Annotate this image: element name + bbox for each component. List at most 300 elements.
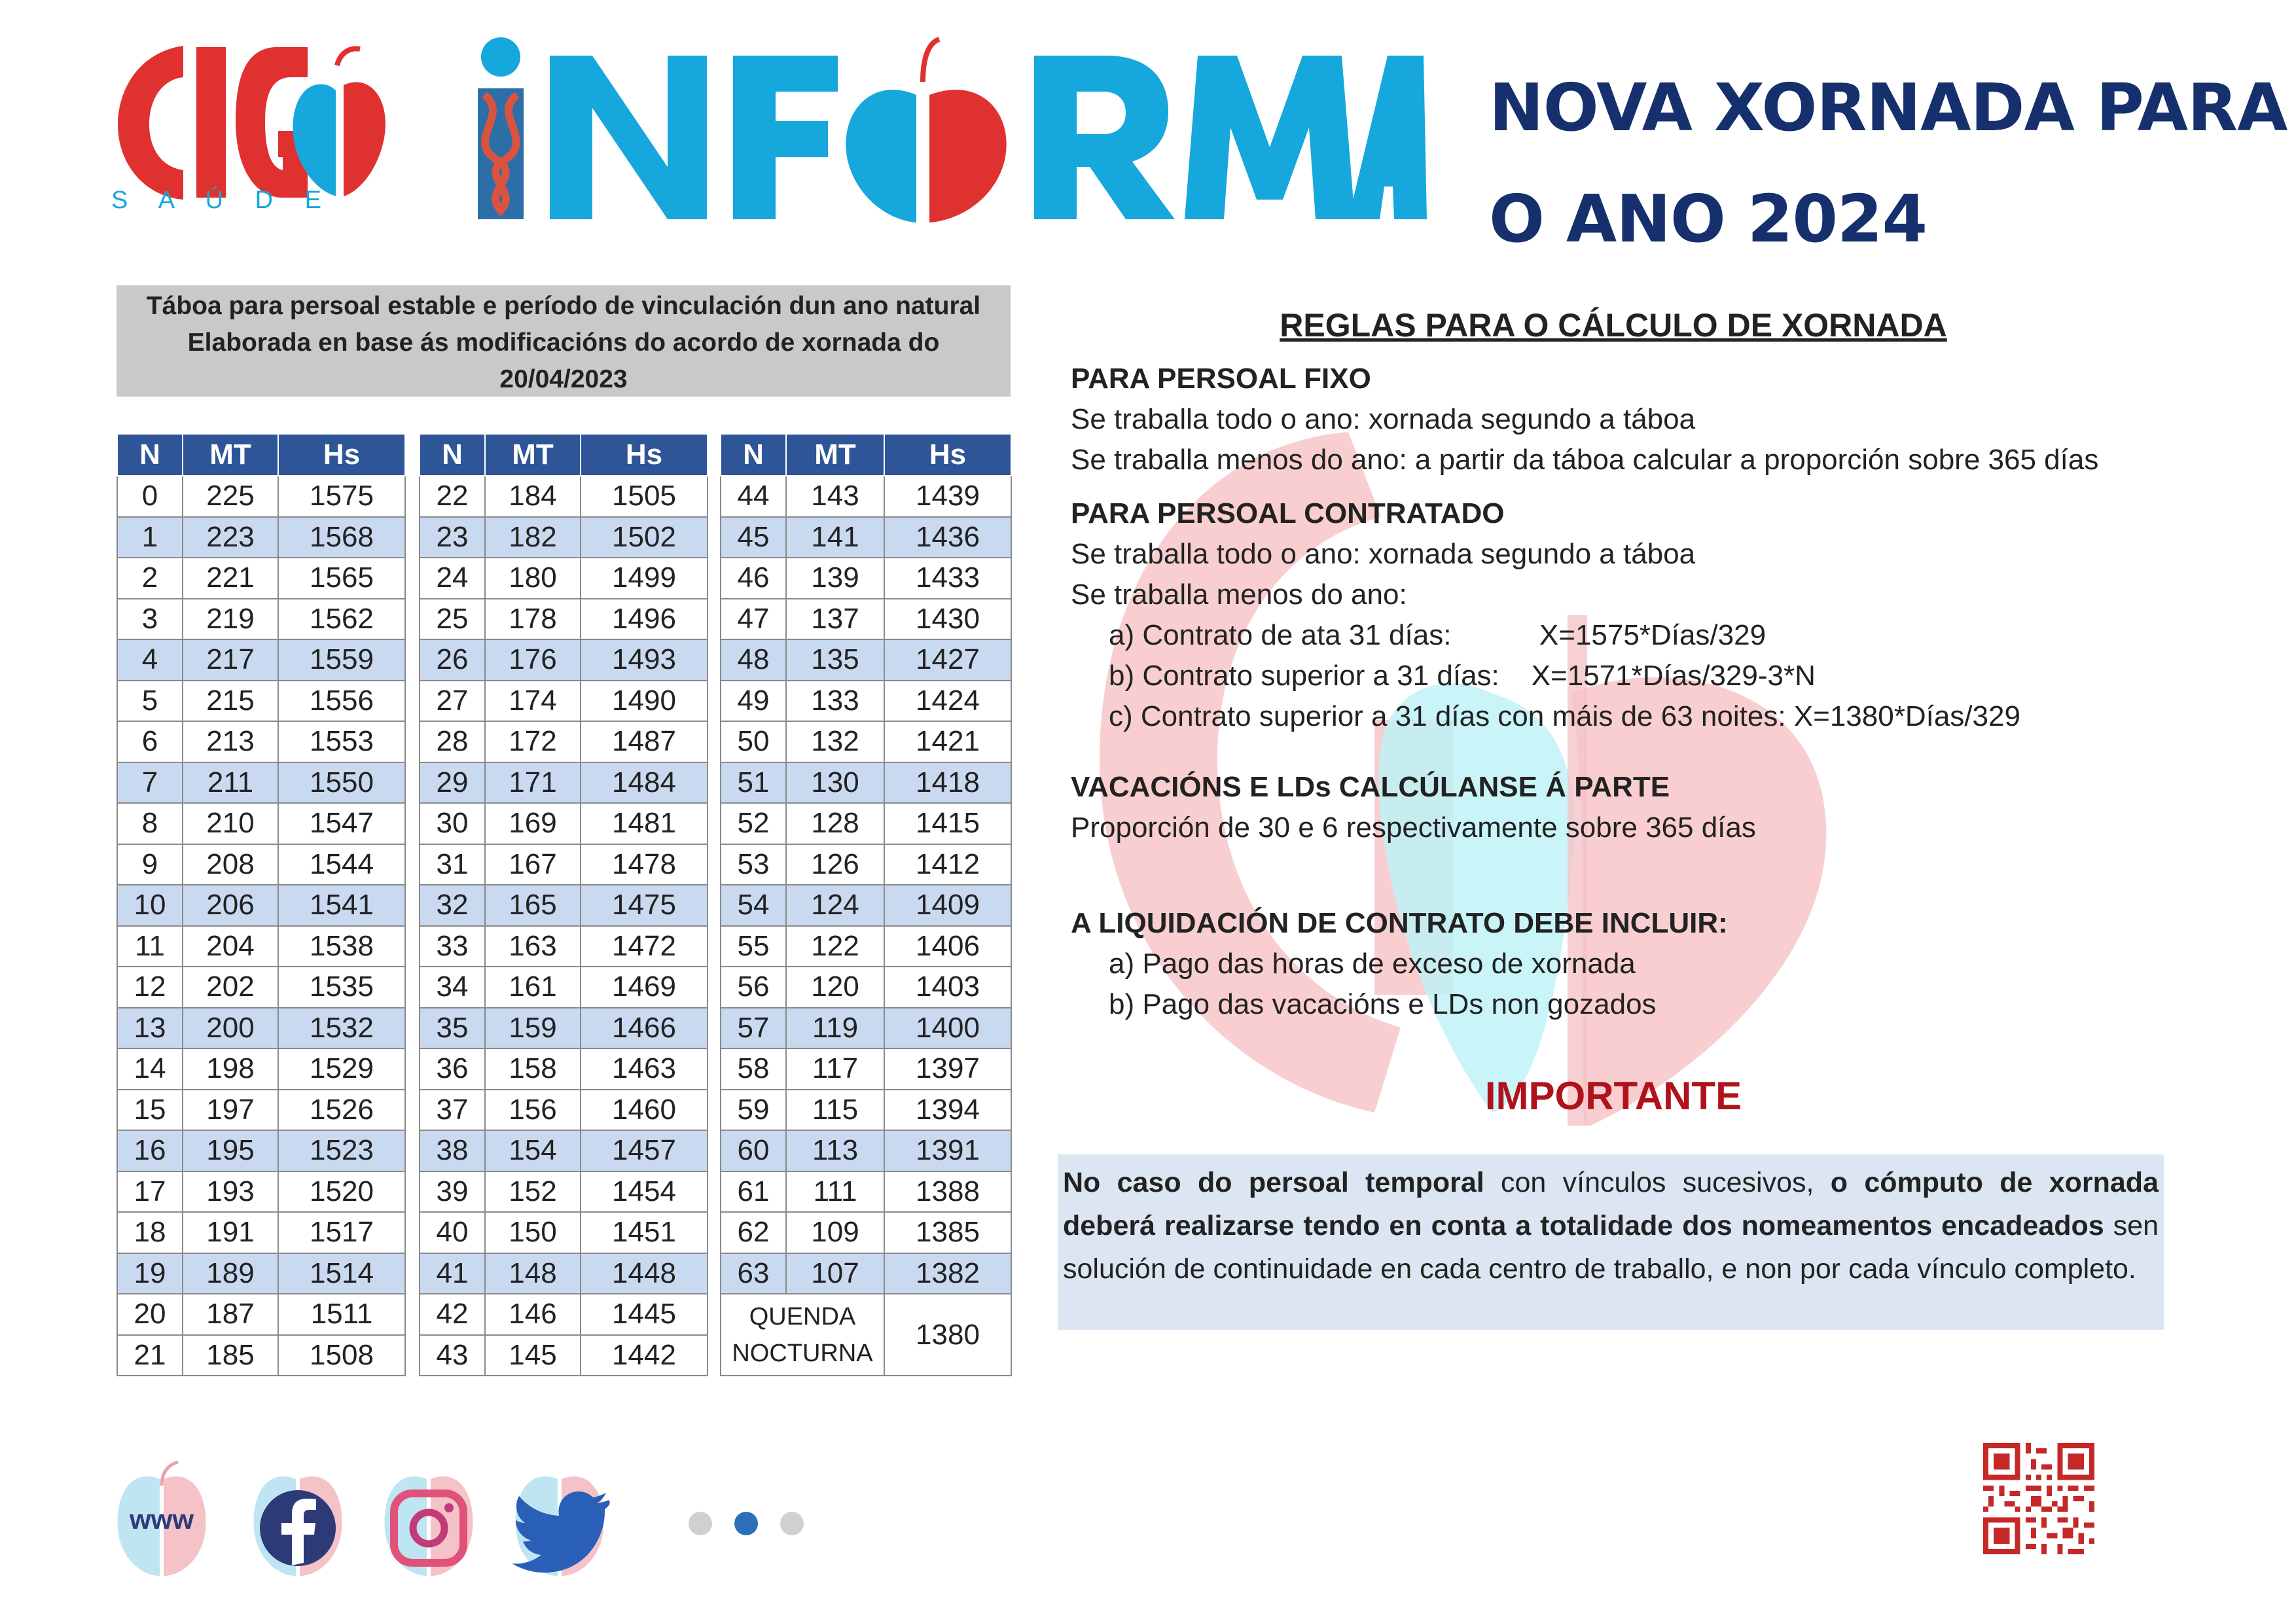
table-row [420, 762, 708, 804]
important-box [1058, 1154, 2164, 1330]
table-row [420, 1008, 708, 1049]
table-row [117, 1253, 405, 1294]
cell-n: 63 [721, 1253, 786, 1294]
table-row [721, 1253, 1011, 1294]
cell-hs: 1418 [884, 762, 1011, 804]
table-row [420, 517, 708, 558]
cell-hs: 1490 [581, 681, 708, 722]
important-bold-1: No caso do persoal temporal [1063, 1167, 1484, 1198]
header-n: N [420, 434, 485, 476]
cell-hs: 1526 [278, 1090, 405, 1131]
cell-mt: 122 [786, 926, 884, 967]
cell-n: 32 [420, 885, 485, 926]
cell-hs: 1520 [278, 1171, 405, 1213]
cell-mt: 225 [183, 476, 278, 517]
cell-mt: 135 [786, 639, 884, 681]
cell-mt: 156 [485, 1090, 581, 1131]
cell-hs: 1478 [581, 844, 708, 885]
caption-line2: Elaborada en base ás modificacións do acordo de xornada do [187, 329, 940, 357]
table-row [721, 476, 1011, 517]
cell-mt: 158 [485, 1048, 581, 1090]
cell-mt: 178 [485, 599, 581, 640]
twitter-icon[interactable] [511, 1459, 609, 1577]
cell-hs: 1550 [278, 762, 405, 804]
cell-mt: 223 [183, 517, 278, 558]
cell-mt: 182 [485, 517, 581, 558]
cell-mt: 163 [485, 926, 581, 967]
cell-mt: 159 [485, 1008, 581, 1049]
liquidacion-a: a) Pago das horas de exceso de xornada [1109, 948, 1636, 980]
cell-hs: 1472 [581, 926, 708, 967]
cell-n: 8 [117, 803, 183, 844]
cell-n: 20 [117, 1294, 183, 1335]
cell-n: 3 [117, 599, 183, 640]
cell-n: 0 [117, 476, 183, 517]
cell-n: 60 [721, 1130, 786, 1171]
important-title: IMPORTANTE [1484, 1074, 1742, 1118]
table-row [117, 1130, 405, 1171]
cell-hs: 1439 [884, 476, 1011, 517]
cell-hs: 1499 [581, 558, 708, 599]
carousel-dot-3[interactable] [780, 1512, 804, 1535]
cell-hs: 1553 [278, 721, 405, 762]
cell-n: 39 [420, 1171, 485, 1213]
table-row [721, 599, 1011, 640]
cell-mt: 126 [786, 844, 884, 885]
cell-n: 37 [420, 1090, 485, 1131]
quenda-nocturna-label [721, 1294, 884, 1376]
cell-n: 49 [721, 681, 786, 722]
quenda-line1: QUENDA [749, 1302, 856, 1330]
cell-mt: 206 [183, 885, 278, 926]
cell-n: 31 [420, 844, 485, 885]
table-row [420, 721, 708, 762]
cell-hs: 1565 [278, 558, 405, 599]
carousel-dot-1[interactable] [689, 1512, 712, 1535]
header-hs: Hs [581, 434, 708, 476]
table-row [420, 1090, 708, 1131]
xornada-table-1 [117, 433, 406, 1376]
table-row [420, 599, 708, 640]
page-title-line1: NOVA XORNADA PARA [1489, 69, 2287, 146]
cell-hs: 1424 [884, 681, 1011, 722]
cell-n: 2 [117, 558, 183, 599]
cell-mt: 219 [183, 599, 278, 640]
cell-n: 34 [420, 967, 485, 1008]
cell-mt: 221 [183, 558, 278, 599]
cell-hs: 1433 [884, 558, 1011, 599]
cell-n: 11 [117, 926, 183, 967]
cell-mt: 189 [183, 1253, 278, 1294]
contratado-line2: Se traballa menos do ano: [1071, 579, 1407, 611]
table-row [721, 1212, 1011, 1253]
cell-n: 50 [721, 721, 786, 762]
contratado-heading: PARA PERSOAL CONTRATADO [1071, 497, 1505, 529]
cell-n: 54 [721, 885, 786, 926]
table-row [420, 844, 708, 885]
cell-n: 53 [721, 844, 786, 885]
cell-n: 55 [721, 926, 786, 967]
cell-n: 61 [721, 1171, 786, 1213]
cell-mt: 174 [485, 681, 581, 722]
table-row [420, 1294, 708, 1335]
cell-mt: 143 [786, 476, 884, 517]
table-row [117, 926, 405, 967]
table-row [420, 558, 708, 599]
table-row [420, 926, 708, 967]
table-row [721, 885, 1011, 926]
table-row [721, 558, 1011, 599]
caption-line3: 20/04/2023 [499, 365, 628, 393]
table-row [420, 803, 708, 844]
cell-n: 4 [117, 639, 183, 681]
cell-hs: 1427 [884, 639, 1011, 681]
informa-logo-icon [471, 36, 1427, 226]
cell-n: 18 [117, 1212, 183, 1253]
cell-n: 47 [721, 599, 786, 640]
table-row [420, 1130, 708, 1171]
www-label: www [129, 1504, 194, 1535]
cell-mt: 169 [485, 803, 581, 844]
cell-hs: 1445 [581, 1294, 708, 1335]
cell-n: 38 [420, 1130, 485, 1171]
cell-mt: 145 [485, 1335, 581, 1376]
cell-n: 42 [420, 1294, 485, 1335]
contratado-c: c) Contrato superior a 31 días con máis de 63 noites: X=1380*Días/329 [1109, 700, 2020, 732]
table-row [117, 721, 405, 762]
cell-hs: 1544 [278, 844, 405, 885]
cell-mt: 208 [183, 844, 278, 885]
quenda-nocturna-hs: 1380 [884, 1294, 1011, 1376]
cell-mt: 124 [786, 885, 884, 926]
table-row [721, 1090, 1011, 1131]
cell-n: 27 [420, 681, 485, 722]
cell-mt: 165 [485, 885, 581, 926]
cell-n: 58 [721, 1048, 786, 1090]
cell-mt: 176 [485, 639, 581, 681]
cell-mt: 132 [786, 721, 884, 762]
cell-hs: 1562 [278, 599, 405, 640]
cell-mt: 111 [786, 1171, 884, 1213]
cell-n: 5 [117, 681, 183, 722]
instagram-icon[interactable] [380, 1459, 478, 1577]
cell-hs: 1538 [278, 926, 405, 967]
cell-mt: 148 [485, 1253, 581, 1294]
cell-hs: 1487 [581, 721, 708, 762]
cell-n: 10 [117, 885, 183, 926]
table-row [721, 967, 1011, 1008]
page-title [1489, 52, 2287, 275]
header-hs: Hs [884, 434, 1011, 476]
cell-n: 62 [721, 1212, 786, 1253]
table-row [117, 1294, 405, 1335]
cell-hs: 1484 [581, 762, 708, 804]
cell-n: 43 [420, 1335, 485, 1376]
cell-hs: 1532 [278, 1008, 405, 1049]
cell-mt: 200 [183, 1008, 278, 1049]
cell-mt: 213 [183, 721, 278, 762]
table-row [420, 1253, 708, 1294]
cell-mt: 172 [485, 721, 581, 762]
cell-hs: 1556 [278, 681, 405, 722]
xornada-table-2 [419, 433, 708, 1376]
cig-subtitle: S A Ú D E [111, 187, 325, 214]
table-row [420, 967, 708, 1008]
cell-hs: 1511 [278, 1294, 405, 1335]
cell-mt: 195 [183, 1130, 278, 1171]
cell-hs: 1460 [581, 1090, 708, 1131]
cell-mt: 171 [485, 762, 581, 804]
cell-hs: 1547 [278, 803, 405, 844]
cell-hs: 1529 [278, 1048, 405, 1090]
cell-n: 23 [420, 517, 485, 558]
cell-hs: 1436 [884, 517, 1011, 558]
table-row [117, 762, 405, 804]
table-row [117, 558, 405, 599]
table-row [117, 1335, 405, 1376]
cell-mt: 150 [485, 1212, 581, 1253]
cell-n: 6 [117, 721, 183, 762]
cell-hs: 1469 [581, 967, 708, 1008]
header-n: N [721, 434, 786, 476]
facebook-icon[interactable] [249, 1459, 347, 1577]
cell-n: 21 [117, 1335, 183, 1376]
table-row [420, 1335, 708, 1376]
cell-n: 25 [420, 599, 485, 640]
cell-n: 46 [721, 558, 786, 599]
cell-mt: 128 [786, 803, 884, 844]
cell-n: 45 [721, 517, 786, 558]
cell-hs: 1421 [884, 721, 1011, 762]
table-row [420, 639, 708, 681]
contratado-a: a) Contrato de ata 31 días: X=1575*Días/329 [1109, 619, 1767, 651]
cell-n: 17 [117, 1171, 183, 1213]
table-row [117, 476, 405, 517]
cell-hs: 1406 [884, 926, 1011, 967]
vacacions-heading: VACACIÓNS E LDs CALCÚLANSE Á PARTE [1071, 771, 1670, 803]
table-row [721, 639, 1011, 681]
header-mt: MT [183, 434, 278, 476]
cell-mt: 109 [786, 1212, 884, 1253]
cell-n: 40 [420, 1212, 485, 1253]
cell-n: 26 [420, 639, 485, 681]
cell-hs: 1397 [884, 1048, 1011, 1090]
cell-n: 56 [721, 967, 786, 1008]
cell-hs: 1505 [581, 476, 708, 517]
table-row [117, 517, 405, 558]
cell-mt: 130 [786, 762, 884, 804]
cell-mt: 113 [786, 1130, 884, 1171]
table-row [420, 885, 708, 926]
cell-hs: 1559 [278, 639, 405, 681]
fixo-line2: Se traballa menos do ano: a partir da táboa calcular a proporción sobre 365 días [1071, 444, 2099, 476]
table-row [117, 599, 405, 640]
cell-n: 15 [117, 1090, 183, 1131]
cell-mt: 197 [183, 1090, 278, 1131]
cell-hs: 1508 [278, 1335, 405, 1376]
cell-hs: 1412 [884, 844, 1011, 885]
table-row [117, 1212, 405, 1253]
table-row [420, 1171, 708, 1213]
cell-mt: 141 [786, 517, 884, 558]
table-row [420, 476, 708, 517]
cell-n: 24 [420, 558, 485, 599]
cell-mt: 167 [485, 844, 581, 885]
cell-mt: 154 [485, 1130, 581, 1171]
cell-mt: 210 [183, 803, 278, 844]
cell-hs: 1448 [581, 1253, 708, 1294]
header-n: N [117, 434, 183, 476]
cell-n: 19 [117, 1253, 183, 1294]
liquidacion-b: b) Pago das vacacións e LDs non gozados [1109, 988, 1657, 1020]
cell-mt: 185 [183, 1335, 278, 1376]
cell-mt: 133 [786, 681, 884, 722]
cell-mt: 211 [183, 762, 278, 804]
cell-mt: 137 [786, 599, 884, 640]
caption-line1: Táboa para persoal estable e período de vinculación dun ano natural [146, 292, 981, 320]
cell-n: 29 [420, 762, 485, 804]
cell-hs: 1517 [278, 1212, 405, 1253]
table-row [117, 885, 405, 926]
table-row [721, 517, 1011, 558]
cell-n: 22 [420, 476, 485, 517]
cell-mt: 115 [786, 1090, 884, 1131]
cell-hs: 1409 [884, 885, 1011, 926]
cell-hs: 1514 [278, 1253, 405, 1294]
cell-n: 48 [721, 639, 786, 681]
cell-mt: 202 [183, 967, 278, 1008]
cell-hs: 1493 [581, 639, 708, 681]
qr-code-icon[interactable] [1983, 1443, 2094, 1554]
cell-hs: 1391 [884, 1130, 1011, 1171]
table-row [420, 681, 708, 722]
vacacions-line: Proporción de 30 e 6 respectivamente sobre 365 días [1071, 812, 1756, 844]
header-hs: Hs [278, 434, 405, 476]
cell-n: 1 [117, 517, 183, 558]
table-row [117, 844, 405, 885]
cell-n: 16 [117, 1130, 183, 1171]
cell-n: 28 [420, 721, 485, 762]
cell-n: 59 [721, 1090, 786, 1131]
cell-mt: 107 [786, 1253, 884, 1294]
table-row [721, 681, 1011, 722]
table-row [420, 1048, 708, 1090]
cell-hs: 1451 [581, 1212, 708, 1253]
table-row [117, 1171, 405, 1213]
cell-hs: 1454 [581, 1171, 708, 1213]
cell-n: 14 [117, 1048, 183, 1090]
cell-mt: 217 [183, 639, 278, 681]
table-row [721, 926, 1011, 967]
table-row [117, 681, 405, 722]
header-mt: MT [485, 434, 581, 476]
www-icon[interactable] [113, 1459, 211, 1577]
cell-mt: 204 [183, 926, 278, 967]
fixo-line1: Se traballa todo o ano: xornada segundo a táboa [1071, 403, 1696, 435]
cell-n: 36 [420, 1048, 485, 1090]
cell-hs: 1442 [581, 1335, 708, 1376]
table-row [117, 1008, 405, 1049]
cell-hs: 1388 [884, 1171, 1011, 1213]
cig-saude-logo [111, 39, 386, 223]
cell-n: 44 [721, 476, 786, 517]
cell-hs: 1463 [581, 1048, 708, 1090]
cell-n: 13 [117, 1008, 183, 1049]
cell-mt: 120 [786, 967, 884, 1008]
important-text-2: con vínculos sucesivos, [1484, 1167, 1831, 1198]
cell-hs: 1541 [278, 885, 405, 926]
cell-n: 7 [117, 762, 183, 804]
cell-n: 41 [420, 1253, 485, 1294]
cell-n: 35 [420, 1008, 485, 1049]
table-row [721, 844, 1011, 885]
cell-hs: 1457 [581, 1130, 708, 1171]
cell-hs: 1575 [278, 476, 405, 517]
cell-hs: 1415 [884, 803, 1011, 844]
cell-n: 57 [721, 1008, 786, 1049]
page-title-line2: O ANO 2024 [1489, 181, 1928, 257]
important-bold-3: o cómputo de xornada deberá realizarse tendo en conta a totalidade dos nomeamentos encadeados [1063, 1167, 2159, 1241]
table-row [420, 1212, 708, 1253]
table-row [117, 803, 405, 844]
cell-mt: 198 [183, 1048, 278, 1090]
rules-text [1071, 359, 2223, 1025]
cell-hs: 1523 [278, 1130, 405, 1171]
xornada-table-3 [720, 433, 1012, 1376]
cell-hs: 1475 [581, 885, 708, 926]
cell-hs: 1382 [884, 1253, 1011, 1294]
rules-title: REGLAS PARA O CÁLCULO DE XORNADA [1280, 307, 1947, 344]
cell-mt: 180 [485, 558, 581, 599]
informa-logo [471, 36, 1427, 226]
fixo-heading: PARA PERSOAL FIXO [1071, 363, 1371, 395]
cell-mt: 215 [183, 681, 278, 722]
cell-hs: 1385 [884, 1212, 1011, 1253]
table-caption [117, 285, 1011, 397]
table-row [721, 721, 1011, 762]
table-row [117, 967, 405, 1008]
cell-mt: 139 [786, 558, 884, 599]
cell-n: 30 [420, 803, 485, 844]
table-row [117, 639, 405, 681]
cell-n: 12 [117, 967, 183, 1008]
cell-mt: 117 [786, 1048, 884, 1090]
carousel-dot-2[interactable] [734, 1512, 758, 1535]
contratado-line1: Se traballa todo o ano: xornada segundo a táboa [1071, 538, 1696, 570]
cell-hs: 1466 [581, 1008, 708, 1049]
table-row [117, 1090, 405, 1131]
cell-hs: 1430 [884, 599, 1011, 640]
table-row [721, 762, 1011, 804]
cell-mt: 146 [485, 1294, 581, 1335]
quenda-line2: NOCTURNA [732, 1339, 873, 1367]
table-row [721, 1171, 1011, 1213]
table-row [721, 1130, 1011, 1171]
cell-n: 52 [721, 803, 786, 844]
cell-hs: 1400 [884, 1008, 1011, 1049]
cell-hs: 1535 [278, 967, 405, 1008]
cell-mt: 161 [485, 967, 581, 1008]
cell-mt: 184 [485, 476, 581, 517]
cell-hs: 1496 [581, 599, 708, 640]
important-text-4: sen solución de continuidade en cada centro de traballo, e non por cada vínculo completo. [1063, 1210, 2159, 1285]
cell-n: 33 [420, 926, 485, 967]
cell-hs: 1394 [884, 1090, 1011, 1131]
cell-n: 9 [117, 844, 183, 885]
cell-mt: 191 [183, 1212, 278, 1253]
cell-hs: 1568 [278, 517, 405, 558]
cell-hs: 1403 [884, 967, 1011, 1008]
